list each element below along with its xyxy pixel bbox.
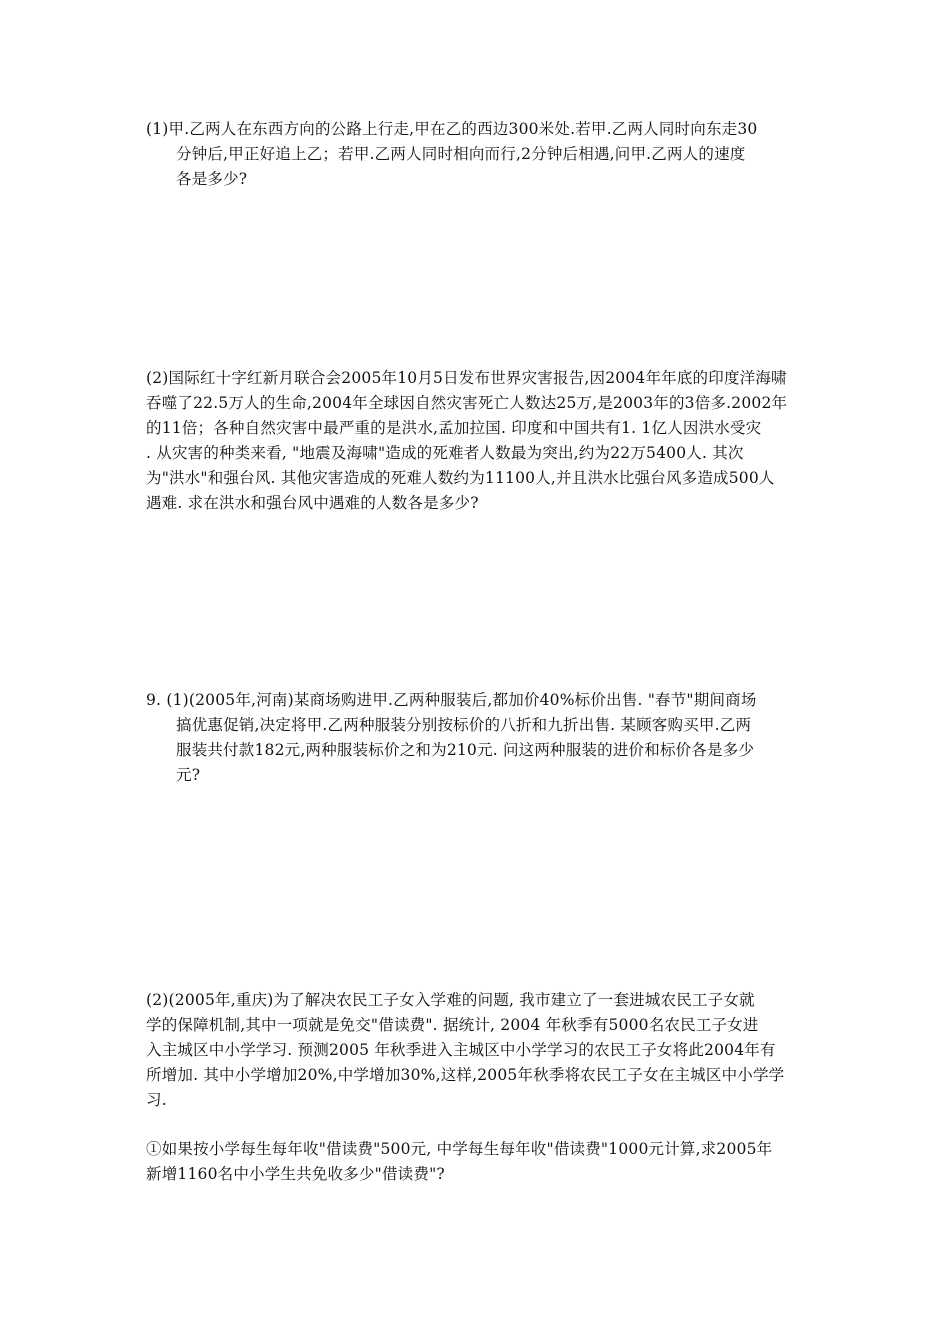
problem-2-line: 遇难. 求在洪水和强台风中遇难的人数各是多少? — [146, 494, 479, 512]
problem-9-1-line: 9. (1)(2005年,河南)某商场购进甲.乙两种服装后,都加价40%标价出售. "春节"期间商场 — [146, 691, 757, 709]
problem-9-part-1 — [146, 688, 757, 788]
problem-9-2-q1-line: ①如果按小学每生每年收"借读费"500元, 中学每生每年收"借读费"1000元计算,求2005年 — [146, 1140, 773, 1158]
problem-9-2-line: 习. — [146, 1091, 167, 1109]
problem-2 — [146, 366, 787, 516]
problem-1-line: 分钟后,甲正好追上乙；若甲.乙两人同时相向而行,2分钟后相遇,问甲.乙两人的速度 — [176, 145, 746, 163]
problem-2-line: 吞噬了22.5万人的生命,2004年全球因自然灾害死亡人数达25万,是2003年的3倍多.2002年 — [146, 394, 788, 412]
problem-9-2-q1-line: 新增1160名中小学生共免收多少"借读费"? — [146, 1165, 445, 1183]
problem-9-2-line: (2)(2005年,重庆)为了解决农民工子女入学难的问题, 我市建立了一套进城农民工子女就 — [146, 991, 755, 1009]
problem-1-line: 各是多少? — [176, 170, 248, 188]
problem-9-2-line: 学的保障机制,其中一项就是免交"借读费". 据统计, 2004 年秋季有5000名农民工子女进 — [146, 1016, 759, 1034]
problem-9-1-line: 搞优惠促销,决定将甲.乙两种服装分别按标价的八折和九折出售. 某顾客购买甲.乙两 — [176, 716, 752, 734]
problem-1-line: (1)甲.乙两人在东西方向的公路上行走,甲在乙的西边300米处.若甲.乙两人同时向东走30 — [146, 120, 758, 138]
problem-2-line: 的11倍；各种自然灾害中最严重的是洪水,孟加拉国. 印度和中国共有1. 1亿人因洪水受灾 — [146, 419, 762, 437]
problem-9-part-2 — [146, 988, 784, 1113]
problem-9-1-line: 服装共付款182元,两种服装标价之和为210元. 问这两种服装的进价和标价各是多少 — [176, 741, 755, 759]
problem-2-line: . 从灾害的种类来看, "地震及海啸"造成的死难者人数最为突出,约为22万5400人. 其次 — [146, 444, 744, 462]
problem-2-line: 为"洪水"和强台风. 其他灾害造成的死难人数约为11100人,并且洪水比强台风多造成500人 — [146, 469, 775, 487]
problem-9-2-line: 入主城区中小学学习. 预测2005 年秋季进入主城区中小学学习的农民工子女将此2004年有 — [146, 1041, 776, 1059]
problem-9-2-line: 所增加. 其中小学增加20%,中学增加30%,这样,2005年秋季将农民工子女在主城区中小学学 — [146, 1066, 785, 1084]
problem-2-line: (2)国际红十字红新月联合会2005年10月5日发布世界灾害报告,因2004年年底的印度洋海啸 — [146, 369, 787, 387]
problem-1 — [146, 117, 757, 192]
problem-9-part-2-question-1 — [146, 1137, 772, 1187]
problem-9-1-line: 元? — [176, 766, 201, 784]
